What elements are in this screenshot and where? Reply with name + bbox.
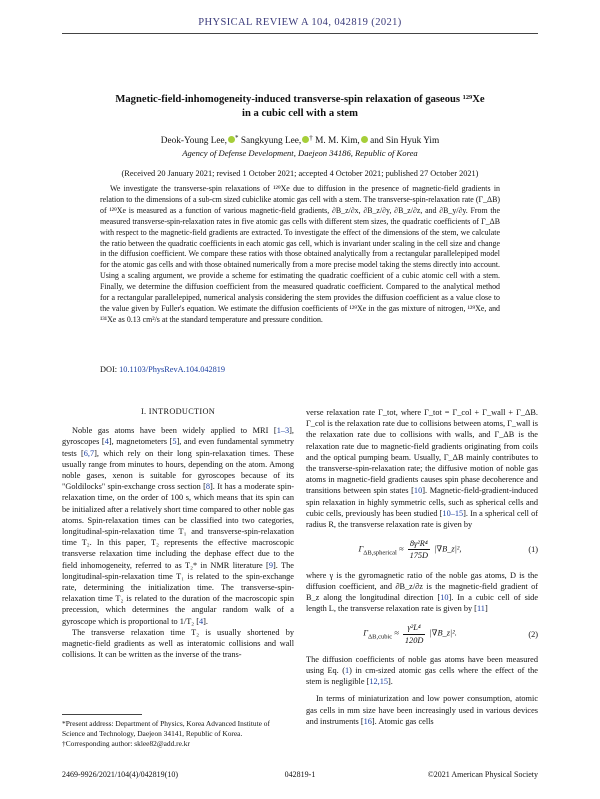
doi-label: DOI:: [100, 365, 118, 374]
journal-header: PHYSICAL REVIEW A 104, 042819 (2021): [198, 17, 402, 28]
received-dates: (Received 20 January 2021; revised 1 October 2021; accepted 4 October 2021; published 27 October 2021): [121, 169, 479, 178]
doi-line: [100, 365, 225, 374]
citation-link[interactable]: 16: [363, 716, 372, 726]
orcid-icon[interactable]: [228, 136, 235, 143]
footnote-rule: [62, 714, 142, 715]
title-line-2: in a cubic cell with a stem: [242, 108, 358, 119]
equation-number: (1): [528, 545, 538, 555]
right-paragraph-2: where γ is the gyromagnetic ratio of the noble gas atoms, D is the diffusion coefficient, and ∂B_z/∂z is the magnetic-field gradient of B_z along the longitudinal direction [10]. In a cubic cell of side length L, the transverse relaxation rate is given by [11]: [306, 570, 539, 614]
footer-copyright: ©2021 American Physical Society: [427, 770, 538, 779]
citation-link[interactable]: 11: [476, 604, 485, 614]
citation-link[interactable]: 4: [104, 437, 109, 447]
citation-link[interactable]: 10: [413, 486, 423, 496]
citation-link[interactable]: 1: [344, 666, 350, 676]
citation-link[interactable]: 10–15: [442, 508, 464, 518]
doi-link[interactable]: 10.1103/PhysRevA.104.042819: [119, 365, 226, 374]
author-1: Deok-Young Lee,: [160, 136, 227, 146]
equation-number: (2): [528, 629, 538, 639]
author-list: [62, 134, 538, 146]
header-rule: [62, 33, 538, 34]
citation-link[interactable]: 9: [268, 560, 273, 570]
footnotes: [62, 714, 294, 749]
citation-link[interactable]: 8: [205, 482, 211, 492]
author-3: M. M. Kim,: [315, 136, 360, 146]
citation-link[interactable]: 5: [172, 437, 177, 447]
equation-2: $\Gamma_{\Delta B,cubic}$ ≈ $\frac{\text{γ²L⁴}}{120D}$ |∇B_z|². (2): [363, 623, 538, 645]
equation-1: $\Gamma_{\Delta B,spherical}$ ≈ $\frac{\text{8γ²R⁴}}{175D}$ |∇B_z|², (1): [358, 539, 538, 561]
paper-title: [62, 93, 538, 121]
footnote-1: *Present address: Department of Physics, Korea Advanced Institute of Science and Technology, Daejeon 34141, Republic of Korea.: [62, 719, 270, 738]
section-title: I. INTRODUCTION: [140, 407, 216, 416]
title-line-1: Magnetic-field-inhomogeneity-induced transverse-spin relaxation of gaseous ¹²⁹Xe: [115, 94, 485, 105]
citation-link[interactable]: 10: [440, 593, 449, 603]
footnote-2: †Corresponding author: sklee82@add.re.kr: [62, 739, 190, 748]
left-column: [62, 380, 294, 660]
right-paragraph-1: verse relaxation rate Γ_tot, where Γ_tot = Γ_col + Γ_wall + Γ_ΔB. Γ_col is the relaxation rate due to collisions between atoms, Γ_wall is the relaxation rate due to collisions with walls, and Γ_ΔB is the relaxation rate due to magnetic-field gradients originating from coils and the optical pumping beam. Usually, Γ_ΔB mainly contributes to the transverse-spin-relaxation rate; the diffusive motion of noble gas atoms in magnetic-field gradients causes spin phase decoherence and transitions between spin states [10]. Magnetic-field-gradient-induced spin relaxation in highly symmetric cells, such as spherical cells and cubic cells, previously has been studied [10–15]. In a spherical cell of radius R, the transverse relaxation rate is given by: [306, 408, 539, 530]
intro-paragraph-1: Noble gas atoms have been widely applied to MRI [1–3], gyroscopes [4], magnetometers [5], and even fundamental symmetry tests [6,7], which rely on their long spin-relaxation times. These usually range from minutes to hours, depending on the atom. Among noble gases, xenon is suitable for gyroscopes because of its "Goldilocks" spin-exchange cross section [8]. It has a moderate spin-relaxation time, on the order of 100 s, which means that its spin can be initialized after a relatively short time compared to other noble gas atoms. Spin-relaxation times can be classified into two categories, longitudinal-spin-relaxation time T₁ and transverse-spin-relaxation time T₂. In this paper, T₂ represents the effective macroscopic transverse relaxation time including the dephase effect due to the field inhomogeneity, referred to as T₂* in NMR literature [9]. The longitudinal-spin-relaxation time T₁ is related to the spin-exchange rate, determining the initialization time. The transverse-spin-relaxation time T₂ is related to the duration of the macroscopic spin precession, which determines the angular random walk of a gyroscope which is proportional to 1/T₂ [4].: [62, 426, 294, 626]
citation-link[interactable]: 12,15: [369, 677, 389, 687]
intro-paragraph-2: The transverse relaxation time T₂ is usually shortened by magnetic-field gradients as well as interatomic collisions and wall collisions. It can be written as the inverse of the trans-: [62, 627, 294, 660]
citation-link[interactable]: 6,7: [83, 448, 95, 458]
right-paragraph-4: In terms of miniaturization and low power consumption, atomic gas cells in mm size have been increasingly used in various devices and instruments [16]. Atomic gas cells: [306, 694, 538, 726]
author-1-mark: *: [234, 134, 239, 142]
footer-page-number: 042819-1: [284, 770, 316, 779]
footer-issn: 2469-9926/2021/104(4)/042819(10): [62, 770, 178, 779]
author-4: and Sin Hyuk Yim: [370, 136, 440, 146]
author-2: Sangkyung Lee,: [240, 136, 302, 146]
abstract: We investigate the transverse-spin relaxations of ¹²⁹Xe due to diffusion in the presence of magnetic-field gradients in relation to the dimensions of a sub-cm sized cubiclike atomic gas cell with a stem. The transverse-spin-relaxation rate (Γ_ΔB) of ¹²⁹Xe is measured as a function of various magnetic-field gradients, ∂B_z/∂x, ∂B_z/∂y, ∂B_z/∂z, and ∂B_y/∂y. From the measured transverse-spin-relaxation rates in five atomic gas cells with different stem sizes, the quadratic coefficients of Γ_ΔB with respect to the magnetic-field gradients are extracted. To investigate the effect of the dimensions of the stem, we calculate the ratio between the quadratic coefficients in each atomic gas cell, which is invariant under scaling in the cell size and change in the diffusion coefficient. We compare these ratios with those obtained analytically from a rectangular parallelepiped model for the atomic gas cells and with those obtained numerically from a more precise model taking the stems directly into account. Using a scaling argument, we provide a scheme for estimating the quadratic coefficient of a cubic atomic cell with a stem. Finally, we determine the diffusion coefficient from the measured quadratic coefficient. Compared to the analytical method for a rectangular parallelepiped, numerical analysis considering the stem provides the diffusion coefficient as a value close to the value given by Fuller's equation. We estimate the diffusion coefficients of ¹²⁹Xe in the gas mixture of nitrogen, ¹²⁹Xe, and ¹³¹Xe as 0.13 cm²/s at the standard temperature and pressure condition.: [100, 184, 500, 324]
orcid-icon[interactable]: [361, 136, 368, 143]
citation-link[interactable]: 1–3: [276, 426, 290, 436]
citation-link[interactable]: 4: [199, 616, 204, 626]
affiliation: Agency of Defense Development, Daejeon 34186, Republic of Korea: [182, 148, 418, 158]
right-paragraph-3: The diffusion coefficients of noble gas atoms have been measured using Eq. (1) in cm-sized atomic gas cells where the effect of the stem is negligible [12,15].: [306, 654, 538, 687]
right-column: [306, 407, 538, 727]
author-2-mark: †: [309, 134, 313, 142]
